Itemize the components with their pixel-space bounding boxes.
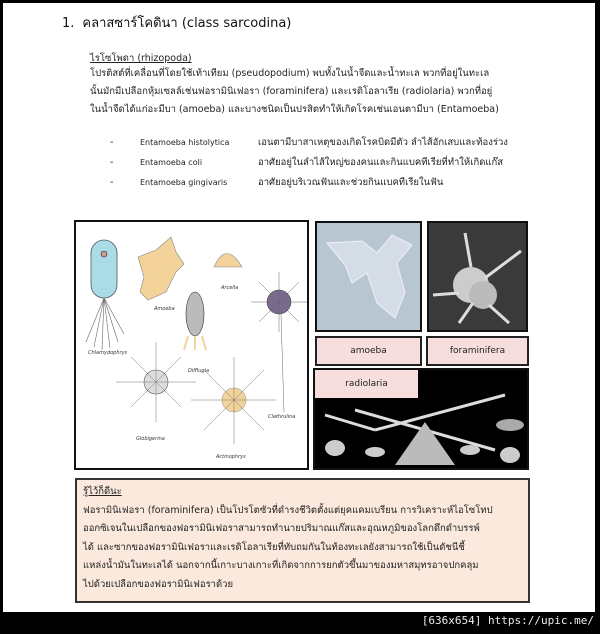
subheading: ไรโซโพดา (rhizopoda) (90, 53, 192, 64)
caption: Actinophrys (216, 454, 246, 460)
heading-number: 1. (62, 16, 75, 31)
foraminifera-photo (427, 221, 528, 332)
caption: Globigerina (136, 436, 165, 442)
did-you-know-box (75, 478, 530, 603)
sarcodina-illustration (74, 220, 309, 470)
species-desc: อาศัยอยู่บริเวณฟันและช่วยกินแบคทีเรียในฟัน (258, 176, 444, 188)
paragraph-line: ในน้ำจืดได้แก่อะมีบา (amoeba) และบางชนิดเป็นปรสิตทำให้เกิดโรคเช่นเอนตามีบา (Entamoeba) (90, 104, 499, 115)
species-name: Entamoeba coli (140, 157, 203, 167)
foraminifera-label: foraminifera (426, 336, 529, 366)
heading-text: คลาสซาร์โคดินา (class sarcodina) (82, 16, 292, 31)
list-item: - Entamoeba coli อาศัยอยู่ในลำไส้ใหญ่ของคนและกินแบคทีเรียที่ทำให้เกิดแก๊ส (110, 156, 504, 168)
protozoa-drawings-icon (76, 222, 307, 468)
species-desc: อาศัยอยู่ในลำไส้ใหญ่ของคนและกินแบคทีเรียที่ทำให้เกิดแก๊ส (258, 156, 504, 168)
foraminifera-image-icon (429, 223, 526, 330)
caption: Chlamydophrys (88, 350, 128, 356)
list-item: - Entamoeba histolytica เอนตามีบาสาเหตุของเกิดโรคบิดมีตัว ลำไส้อักเสบและท้องร่วง (110, 136, 508, 148)
note-line: ออกซิเจนในเปลือกของฟอรามินิเฟอราสามารถทำนายปริมาณแก๊สและอุณหภูมิของโลกดึกดำบรรพ์ (83, 523, 480, 534)
caption: Amoeba (154, 306, 175, 312)
species-name: Entamoeba gingivaris (140, 177, 228, 187)
caption: Difflugia (188, 368, 210, 374)
paragraph-line: โปรติสต์ที่เคลื่อนที่โดยใช้เท้าเทียม (pseudopodium) พบทั้งในน้ำจืดและน้ำทะเล พวกที่อยู่ในทะเล (90, 68, 490, 79)
list-item: - Entamoeba gingivaris อาศัยอยู่บริเวณฟันและช่วยกินแบคทีเรียในฟัน (110, 176, 444, 188)
note-line: แหล่งน้ำมันในทะเลได้ นอกจากนี้เกาะบางเกาะที่เกิดจากการยกตัวขึ้นมาของมหาสมุทรอาจปกคลุม (83, 560, 479, 571)
caption: Clathrulina (268, 414, 296, 420)
amoeba-photo (315, 221, 422, 332)
section-heading (62, 12, 291, 33)
amoeba-image-icon (317, 223, 420, 330)
image-host-watermark: [636x654] https://upic.me/ (421, 614, 594, 627)
amoeba-label: amoeba (315, 336, 422, 366)
caption: Arcella (221, 285, 239, 291)
paragraph-line: นั้นมักมีเปลือกหุ้มเซลล์เช่นฟอรามินิเฟอรา (foraminifera) และเรดิโอลาเรีย (radiolaria) พวกที่อยู่ (90, 86, 493, 97)
note-line: ฟอรามินิเฟอรา (foraminifera) เป็นโปรโตซัวที่ดำรงชีวิตตั้งแต่ยุคแคมเบรียน การวิเคราะห์ไอโซโทป (83, 504, 493, 516)
species-name: Entamoeba histolytica (140, 137, 230, 147)
intro-paragraph (90, 65, 542, 119)
radiolaria-label: radiolaria (315, 370, 418, 398)
note-line: ไปด้วยเปลือกของฟอรามินิเฟอราด้วย (83, 578, 234, 590)
species-list (110, 132, 508, 192)
note-heading: รู้ไว้ก็ดีนะ (83, 486, 122, 497)
species-desc: เอนตามีบาสาเหตุของเกิดโรคบิดมีตัว ลำไส้อักเสบและท้องร่วง (258, 136, 508, 148)
note-line: ได้ และซากของฟอรามินิเฟอราและเรดิโอลาเรียที่ทับถมกันในท้องทะเลยังสามารถใช้เป็นดัชนีชี้ (83, 541, 465, 553)
